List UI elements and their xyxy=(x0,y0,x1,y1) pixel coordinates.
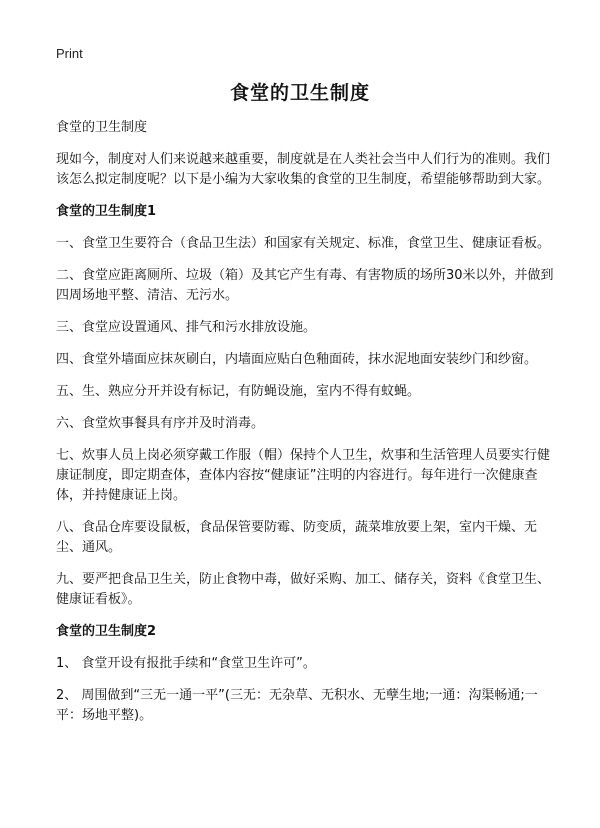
section-1-item: 四、食堂外墙面应抹灰刷白，内墙面应贴白色釉面砖，抹水泥地面安装纱门和纱窗。 xyxy=(56,352,538,367)
section-2-heading: 食堂的卫生制度2 xyxy=(56,624,157,639)
print-label: Print xyxy=(56,46,83,61)
document-body xyxy=(56,118,556,738)
section-2-item: 2、 周围做到“三无一通一平”(三无：无杂草、无积水、无孽生地;一通：沟渠畅通;一平：场地平整)。 xyxy=(56,688,538,723)
section-1-item: 二、食堂应距离厕所、垃圾（箱）及其它产生有毒、有害物质的场所30米以外，并做到四周场地平整、清洁、无污水。 xyxy=(56,268,554,303)
document-subtitle: 食堂的卫生制度 xyxy=(56,120,148,135)
section-1-heading: 食堂的卫生制度1 xyxy=(56,204,157,219)
section-2-item: 1、 食堂开设有报批手续和“食堂卫生许可”。 xyxy=(56,656,316,671)
section-1-item: 六、食堂炊事餐具有序并及时消毒。 xyxy=(56,416,265,431)
section-1-item: 八、食品仓库要设鼠板，食品保管要防霉、防变质，蔬菜堆放要上架，室内干燥、无尘、通风。 xyxy=(56,520,538,555)
document-title: 食堂的卫生制度 xyxy=(229,82,370,104)
section-1-item: 九、要严把食品卫生关，防止食物中毒，做好采购、加工、储存关，资料《食堂卫生、健康证看板》。 xyxy=(56,572,551,607)
intro-paragraph: 现如今，制度对人们来说越来越重要，制度就是在人类社会当中人们行为的准则。我们该怎么拟定制度呢？以下是小编为大家收集的食堂的卫生制度，希望能够帮助到大家。 xyxy=(56,152,551,187)
section-1-item: 一、食堂卫生要符合（食品卫生法）和国家有关规定、标准，食堂卫生、健康证看板。 xyxy=(56,236,551,251)
section-1-item: 五、生、熟应分开并设有标记，有防蝇设施，室内不得有蚊蝇。 xyxy=(56,384,421,399)
section-1-item: 三、食堂应设置通风、排气和污水排放设施。 xyxy=(56,320,317,335)
section-1-item: 七、炊事人员上岗必须穿戴工作服（帽）保持个人卫生，炊事和生活管理人员要实行健康证制度，即定期查体，查体内容按“健康证”注明的内容进行。每年进行一次健康查体，并持健康证上岗。 xyxy=(56,448,551,503)
